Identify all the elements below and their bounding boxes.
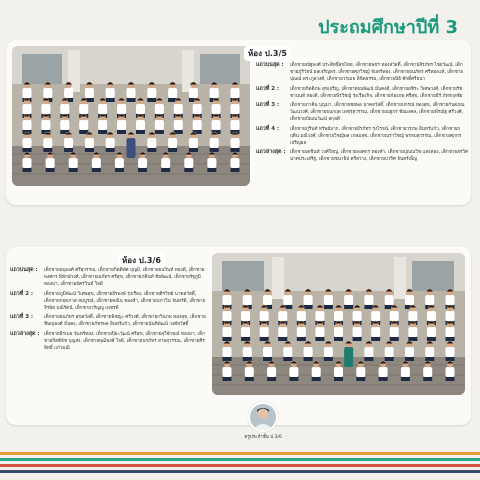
student-list-3-6 [10,267,206,354]
page-title: ประถมศึกษาปีที่ 3 [318,17,458,38]
stripe-orange [0,452,480,455]
row-names: เด็กชายอนุพงศ์ ศรีสุวรรณ, เด็กชายกิตติพัศ บุญมี, เด็กชายธนวินท์ ทองดี, เด็กชายพงศกร พิทักษ์วงศ์, เด็กชายณภัทร ศรีสุข, เด็กชายภคินท์ ชัยพัฒน์, เด็กชายรัฐภูมิ ทองมา, เด็กชายอัครวินท์ ใจดี [44,268,205,288]
row-label: แถวล่างสุด : [256,149,286,156]
row-names: เด็กชายภูมิพัฒน์ วิเศษสุข, เด็กชายธีรพงษ์ รุ่งเรือง, เด็กชายศิรวิทย์ นาคสวัสดิ์, เด็กชายกฤตภาส สมบูรณ์, เด็กชายคณิน ทองคำ, เด็กชายปภาวิน จันทร์ดี, เด็กชายจิรพัส มณีรัตน์, เด็กชายวรัญญู เพชรดี [44,291,206,312]
student-row [256,62,468,84]
class-card-3-6 [6,247,471,425]
row-names: เด็กชายเตชินท์ วงศ์ใหญ่, เด็กชายพงศกร ทองคำ, เด็กชายปุณณวิช แสงทอง, เด็กชายสรวิศ นาคประเสริฐ, เด็กชายชนาธิป ศรีสว่าง, เด็กชายปวริศ จันทร์เพ็ญ [290,150,468,163]
row-label: แถวบนสุด : [256,62,284,68]
class-photo-3-6 [212,253,465,395]
class-card-3-5 [6,40,471,205]
stripe-red [0,464,480,467]
student-list-3-5 [256,62,468,166]
class-photo-3-5 [12,46,250,186]
room-label-3-6: ห้อง ป.3/6 [118,253,165,268]
row-label: แถวที่ 2 : [10,290,33,297]
student-row [10,267,206,289]
row-names: เด็กชายณัฐพงศ์ ประสิทธิ์สุขไทย, เด็กชายพชร ทองสวัสดิ์, เด็กชายสิรภัทร ไชยวัฒน์, เด็กชายภูริวัจน์ ผลเจริญพร, เด็กชายศุภวิชญ์ จันทร์ทอง, เด็กชายธนภัทร ศรีทองแท้, เด็กชายปุณณ์ ตระกูลวงศ์, เด็กชายวรเมธ ลิขิตธรรม, เด็กชายนิธิ ศักดิ์ศรีธนา [290,63,464,83]
stripe-teal [0,458,480,461]
teacher-avatar [248,402,278,432]
row-names: เด็กชายภาคิน บุญมา, เด็กชายชยพล นาคสวัสดิ์, เด็กชายปกรณ์ ทองสุข, เด็กชายกันตภณ วัฒนวงศ์, เด็กชายธนกฤต เพชรสุวรรณ, เด็กชายณฐกร ชัยมงคล, เด็กชายพีรณัฐ ศรีวงศ์, เด็กชายปัณณวัฒน์ สกุลดี [290,103,465,123]
row-names: เด็กชายภูรินท์ ทรัพย์มาก, เด็กชายธีรภัทร รุ่งโรจน์, เด็กชายวรภพ อินทร์แก้ว, เด็กชายกฤติน มณีวงศ์, เด็กชายวิชญ์พล เกษมสุข, เด็กชายนราวิชญ์ พรหมสุวรรณ, เด็กชายศุภกร เจริญผล [290,126,462,147]
row-label: แถวที่ 3 : [10,314,33,321]
student-row [256,126,468,148]
row-names: เด็กชายกิตติภพ สุขเจริญ, เด็กชายธนพัฒน์ มั่นคงดี, เด็กชายอชิระ วิเศษวงศ์, เด็กชายรัชชานนท์ ทองดี, เด็กชายพีรวิชญ์ รุ่งเรืองกิจ, เด็กชายก้องภพ ศรีสุข, เด็กชายธีร์ ภัทรกุลชัย [290,86,463,99]
student-row [256,149,468,163]
row-label: แถวที่ 4 : [256,125,279,132]
teacher-caption: ครูประจำชั้น ป.3/6 [244,435,282,440]
teacher-block [238,402,288,440]
student-row [10,331,206,353]
row-label: แถวที่ 2 : [256,85,279,92]
row-names: เด็กชายธนภัทร สุขสวัสดิ์, เด็กชายพิชญะ ศรีวงศ์, เด็กชายกวินภพ ทองสุข, เด็กชายชิษณุพงศ์ มั่นคง, เด็กชายภัทรพล อินทร์แก้ว, เด็กชายนันทิพัฒน์ วงศ์สวัสดิ์ [44,315,206,328]
student-row [10,314,206,328]
room-label-3-5: ห้อง ป.3/5 [244,46,291,61]
student-row [256,86,468,100]
row-label: แถวล่างสุด : [10,330,40,337]
row-label: แถวที่ 3 : [256,102,279,109]
student-row [256,102,468,124]
stripe-navy [0,470,480,473]
row-names: เด็กชายธีรเมธ จันทร์ทอง, เด็กชายปิยะวัฒน์ ศรีสุข, เด็กชายสุวิจักขณ์ ทองมา, เด็กชายกิตติธัช บุญส่ง, เด็กชายพุฒิพงศ์ ใจดี, เด็กชายนรภัทร สายสุวรรณ, เด็กชายศิรสิทธิ์ แก้วมณี [44,331,205,352]
row-label: แถวบนสุด : [10,267,38,273]
student-row [10,291,206,313]
